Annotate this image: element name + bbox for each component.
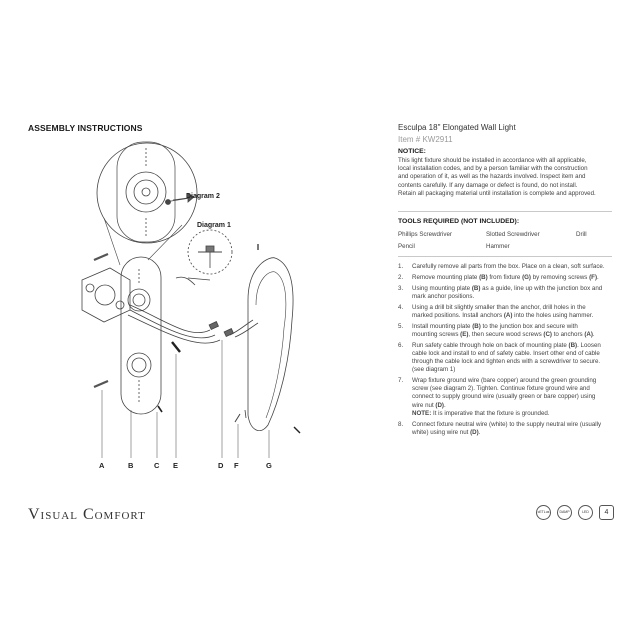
mounting-plate bbox=[121, 257, 161, 414]
tool-drill: Drill bbox=[576, 231, 587, 238]
part-label-b: B bbox=[128, 461, 134, 470]
count-badge: 4 bbox=[599, 505, 614, 520]
step-3: 3. Using mounting plate (B) as a guide, line up with the junction box and mark anchor positions. bbox=[398, 284, 603, 300]
cetlus-badge: cETLus bbox=[536, 505, 551, 520]
tool-phillips-screwdriver: Phillips Screwdriver bbox=[398, 231, 452, 238]
notice-line: Retain all packaging material until installation is complete and approved. bbox=[398, 189, 596, 197]
divider bbox=[398, 211, 612, 212]
part-label-d: D bbox=[218, 461, 224, 470]
tool-hammer: Hammer bbox=[486, 243, 510, 250]
item-number: Item # KW2911 bbox=[398, 135, 453, 144]
step-8: 8. Connect fixture neutral wire (white) to the supply neutral wire (usually white) using wire nut (D). bbox=[398, 421, 602, 437]
brand-logo: Visual Comfort bbox=[28, 506, 146, 523]
tool-slotted-screwdriver: Slotted Screwdriver bbox=[486, 231, 540, 238]
notice-line: and operation of it, as well as the hazards involved. Inspect item and bbox=[398, 173, 586, 181]
divider bbox=[398, 256, 612, 257]
step-7: 7. Wrap fixture ground wire (bare copper) around the green grounding screw (see diagram 2). Tighten. Continue fixture ground wire and connect to supply ground wire (usually green or bare copper) using wire nut (D). bbox=[398, 377, 597, 409]
step-5: 5. Install mounting plate (B) to the junction box and secure with mounting screws (E), then secure wood screws (C) to anchors (A). bbox=[398, 322, 595, 338]
notice-line: local installation codes, and by a person familiar with the construction bbox=[398, 165, 588, 173]
step-6: 6. Run safety cable through hole on back of mounting plate (B). Loosen cable lock and install to end of safety cable. Insert other end of cable through the cable lock and tighten ends with a screwdriver to secure. (see diagram 1) bbox=[398, 341, 601, 374]
part-label-g: G bbox=[266, 461, 272, 470]
part-label-f: F bbox=[234, 461, 239, 470]
damp-badge: DAMP bbox=[557, 505, 572, 520]
magnifier-circle bbox=[97, 143, 197, 243]
assembly-instructions-heading: ASSEMBLY INSTRUCTIONS bbox=[28, 123, 143, 133]
step-7-note: NOTE: It is imperative that the fixture is grounded. bbox=[412, 410, 550, 418]
tool-pencil: Pencil bbox=[398, 243, 415, 250]
notice-line: contents carefully. If any damage or defect is found, do not install. bbox=[398, 181, 578, 189]
led-badge: LED bbox=[578, 505, 593, 520]
notice-line: This light fixture should be installed in accordance with all applicable, bbox=[398, 157, 587, 164]
part-label-e: E bbox=[173, 461, 179, 470]
part-label-c: C bbox=[154, 461, 160, 470]
product-title: Esculpa 18" Elongated Wall Light bbox=[398, 123, 516, 132]
step-4: 4. Using a drill bit slightly smaller than the anchor, drill holes in the marked positions. Install anchors (A) into the holes using hammer. bbox=[398, 303, 594, 319]
part-label-a: A bbox=[99, 461, 105, 470]
steps-list bbox=[398, 263, 616, 440]
notice-heading: NOTICE: bbox=[398, 148, 426, 155]
diagram-2-label: Diagram 2 bbox=[186, 193, 220, 200]
notice-body bbox=[398, 157, 618, 198]
step-2: 2. Remove mounting plate (B) from fixture (G) by removing screws (F). bbox=[398, 273, 599, 281]
step-1: 1. Carefully remove all parts from the box. Place on a clean, soft surface. bbox=[398, 263, 605, 270]
tools-heading: TOOLS REQUIRED (NOT INCLUDED): bbox=[398, 218, 520, 225]
diagram-1-label: Diagram 1 bbox=[197, 222, 231, 229]
assembly-diagram bbox=[70, 140, 320, 470]
